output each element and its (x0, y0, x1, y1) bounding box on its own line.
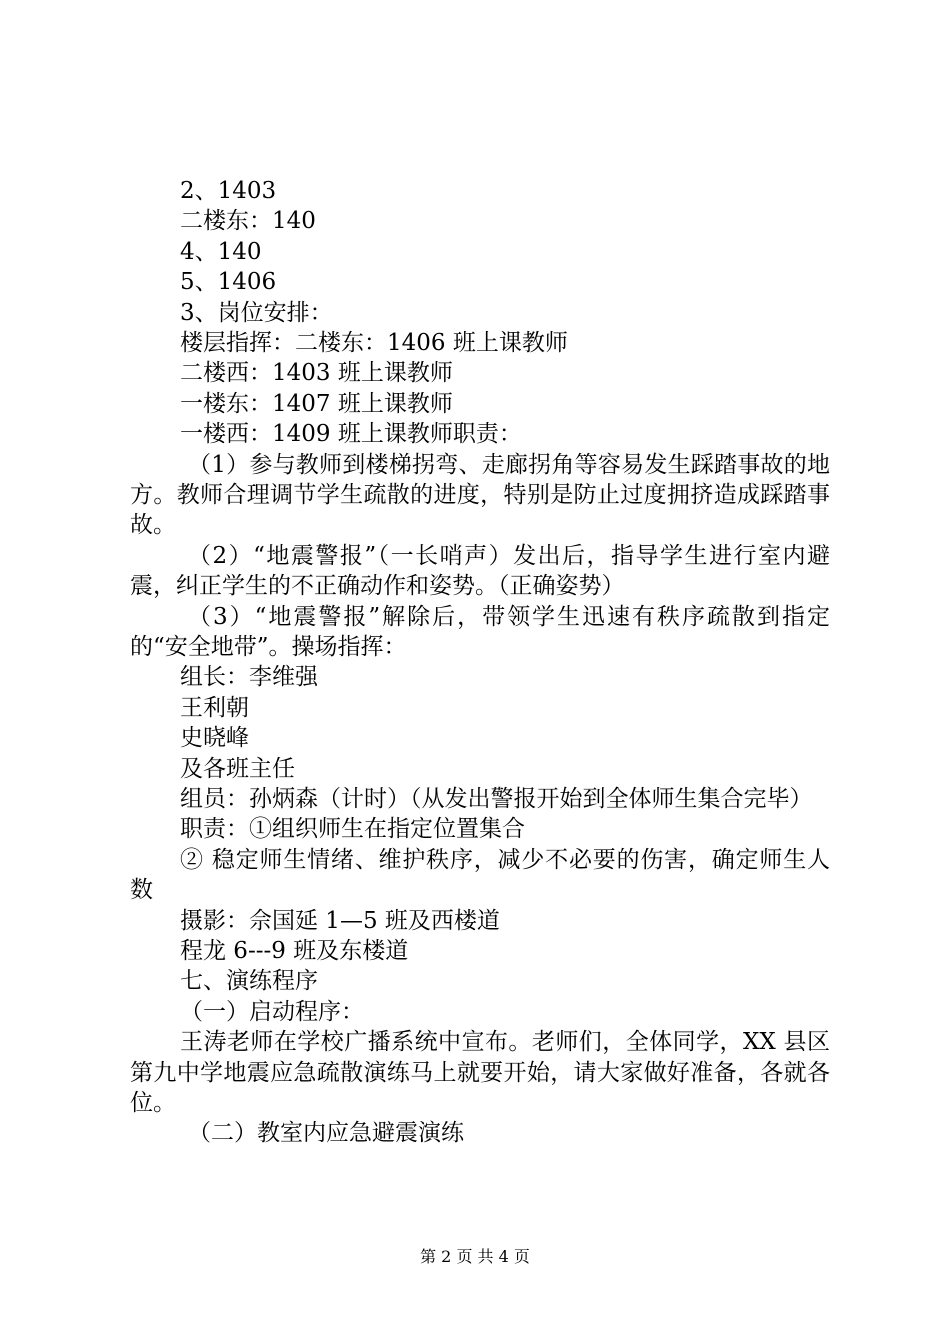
page-footer: 第 2 页 共 4 页 (420, 1247, 530, 1266)
text-line: 七、演练程序 (180, 968, 318, 995)
paragraph: （2）“地震警报”（一长哨声）发出后，指导学生进行室内避震，纠正学生的不正确动作和姿势。（正确姿势） (130, 542, 830, 600)
text-line: 二楼西：1403 班上课教师 (180, 360, 453, 387)
text-line: 王利朝 (180, 694, 249, 721)
text-line: 及各班主任 (180, 755, 295, 782)
text-line: （二）教室内应急避震演练 (188, 1120, 464, 1147)
text-line: 一楼西：1409 班上课教师职责： (180, 421, 522, 448)
text-line: 4、140 (180, 238, 262, 265)
document-body (130, 176, 830, 1149)
text-line: （一）启动程序： (180, 998, 364, 1025)
text-line: 2、1403 (180, 178, 277, 204)
paragraph: （1）参与教师到楼梯拐弯、走廊拐角等容易发生踩踏事故的地方。教师合理调节学生疏散的进度，特别是防止过度拥挤造成踩踏事故。 (130, 451, 830, 539)
text-line: 史晓峰 (180, 725, 249, 752)
text-line: 职责：①组织师生在指定位置集合 (180, 816, 525, 843)
paragraph: 组员：孙炳森（计时）（从发出警报开始到全体师生集合完毕） (180, 785, 813, 812)
text-line: 二楼东：140 (180, 208, 316, 235)
paragraph: 王涛老师在学校广播系统中宣布。老师们，全体同学，XX 县区第九中学地震应急疏散演练马上就要开始，请大家做好准备，各就各位。 (130, 1029, 830, 1116)
text-line: 楼层指挥：二楼东：1406 班上课教师 (180, 329, 568, 356)
text-line: 组长：李维强 (180, 664, 318, 691)
text-line: 程龙 6---9 班及东楼道 (180, 937, 409, 964)
paragraph: ② 稳定师生情绪、维护秩序，减少不必要的伤害，确定师生人数 (130, 846, 830, 904)
text-line: 一楼东：1407 班上课教师 (180, 390, 453, 417)
text-line: 摄影：佘国延 1—5 班及西楼道 (180, 907, 500, 934)
paragraph: （3）“地震警报”解除后，带领学生迅速有秩序疏散到指定的“安全地带”。操场指挥： (130, 603, 830, 660)
text-line: 5、1406 (180, 269, 277, 296)
text-line: 3、岗位安排： (180, 299, 333, 326)
